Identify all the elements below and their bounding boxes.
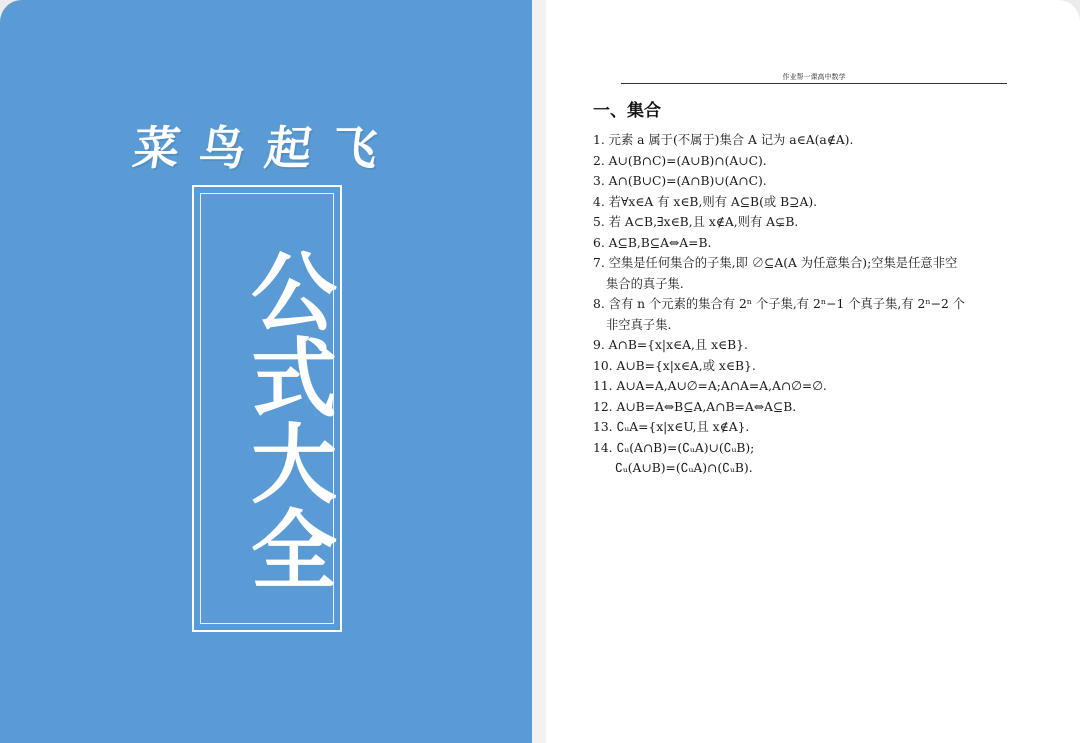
- formula-item-14: 14. ∁ᵤ(A∩B)=(∁ᵤA)∪(∁ᵤB);: [593, 440, 755, 455]
- cover-title-frame: [192, 185, 342, 632]
- formula-item-5: 5. 若 A⊂B,∃x∈B,且 x∉A,则有 A⊊B.: [593, 215, 799, 229]
- formula-item-9: 9. A∩B={x|x∈A,且 x∈B}.: [593, 338, 748, 352]
- formula-item-8-continued: 非空真子集.: [606, 317, 672, 332]
- document-page: [546, 0, 1080, 743]
- formula-item-1: 1. 元素 a 属于(不属于)集合 A 记为 a∈A(a∉A).: [593, 133, 854, 147]
- cover-panel: [0, 0, 532, 743]
- section-title: 一、集合: [593, 101, 661, 121]
- formula-list: [593, 130, 1053, 479]
- formula-item-3: 3. A∩(B∪C)=(A∩B)∪(A∩C).: [593, 174, 767, 188]
- formula-item-12: 12. A∪B=A⇔B⊆A,A∩B=A⇔A⊆B.: [593, 399, 797, 414]
- formula-item-2: 2. A∪(B∩C)=(A∪B)∩(A∪C).: [593, 153, 767, 168]
- cover-subtitle: 菜鸟起飞: [129, 121, 402, 175]
- formula-item-10: 10. A∪B={x|x∈A,或 x∈B}.: [593, 358, 756, 373]
- formula-item-8: 8. 含有 n 个元素的集合有 2ⁿ 个子集,有 2ⁿ−1 个真子集,有 2ⁿ−2 个: [593, 297, 965, 311]
- formula-item-13: 13. ∁ᵤA={x|x∈U,且 x∉A}.: [593, 420, 750, 434]
- formula-item-7: 7. 空集是任何集合的子集,即 ∅⊆A(A 为任意集合);空集是任意非空: [593, 256, 958, 270]
- page-gutter: [532, 0, 546, 743]
- formula-item-11: 11. A∪A=A,A∪∅=A;A∩A=A,A∩∅=∅.: [593, 379, 827, 393]
- formula-item-4: 4. 若∀x∈A 有 x∈B,则有 A⊆B(或 B⊇A).: [593, 194, 818, 209]
- formula-item-7-continued: 集合的真子集.: [606, 276, 684, 291]
- formula-item-14-continued: ∁ᵤ(A∪B)=(∁ᵤA)∩(∁ᵤB).: [615, 461, 753, 475]
- header-rule: [621, 83, 1007, 84]
- formula-item-6: 6. A⊆B,B⊆A⇔A=B.: [593, 235, 712, 250]
- page-header: 作业帮一课高中数学: [782, 73, 846, 81]
- cover-title: 公式大全: [236, 247, 336, 591]
